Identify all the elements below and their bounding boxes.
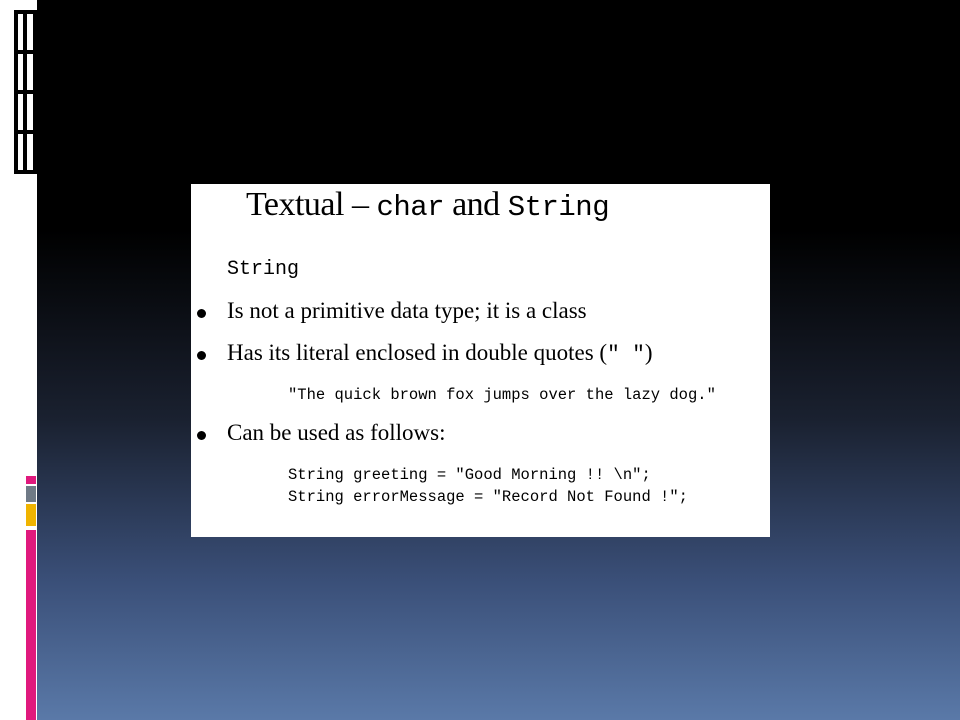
code-line-2: String errorMessage = "Record Not Found !";	[288, 488, 688, 506]
accent-bar-yellow	[26, 504, 36, 526]
slide-content-image	[191, 184, 770, 537]
code-line-1: String greeting = "Good Morning !! \n";	[288, 466, 651, 484]
accent-bar-magenta-long	[26, 530, 36, 720]
subheading-string: String	[227, 258, 300, 281]
bullet-dot-icon	[197, 309, 206, 318]
bullet-1: Is not a primitive data type; it is a class	[227, 298, 587, 324]
bullet-2: Has its literal enclosed in double quotes (" ")	[227, 340, 653, 367]
bullet-3: Can be used as follows:	[227, 420, 445, 446]
bullet-dot-icon	[197, 431, 206, 440]
example-literal: "The quick brown fox jumps over the lazy dog."	[288, 386, 716, 404]
window-grid-decoration	[14, 10, 37, 174]
accent-bar-gray	[26, 486, 36, 502]
slide-title: Textual – char and String	[246, 186, 610, 224]
accent-bar-magenta-top	[26, 476, 36, 484]
bullet-dot-icon	[197, 351, 206, 360]
